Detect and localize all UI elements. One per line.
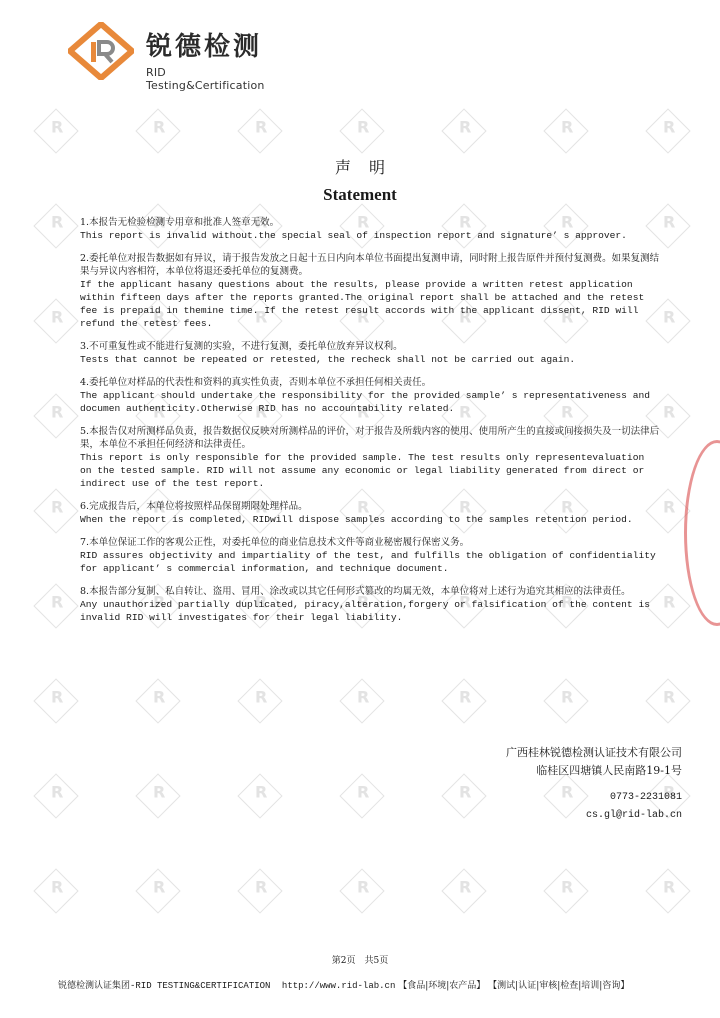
footer-group: 锐德检测认证集团-RID TESTING&CERTIFICATION — [58, 981, 271, 991]
statement-item-cn: 7.本单位保证工作的客观公正性，对委托单位的商业信息技术文件等商业秘密履行保密义务。 — [80, 537, 470, 548]
statement-item-en: Any unauthorized partially duplicated, piracy,alteration,forgery or falsification of the content is invalid RID will investigates for their legal liability. — [80, 599, 650, 623]
company-info — [506, 744, 682, 780]
statement-item-8 — [80, 585, 660, 624]
company-name: 广西桂林锐德检测认证技术有限公司 — [506, 746, 682, 759]
statement-title-cn: 声明 — [334, 158, 403, 177]
brand-name-en: RID Testing&Certification — [146, 66, 265, 92]
watermark-icon — [441, 678, 486, 723]
watermark-icon — [33, 583, 78, 628]
watermark-icon — [441, 773, 486, 818]
rid-diamond-logo-icon — [68, 22, 134, 80]
statement-item-cn: 2.委托单位对报告数据如有异议，请于报告发放之日起十五日内向本单位书面提出复测申请，同时附上报告原件并预付复测费。如果复测结果与异议内容相符，本单位将退还委托单位的复测费。 — [80, 253, 660, 277]
official-seal-stamp — [684, 440, 720, 626]
statement-item-3 — [80, 340, 660, 366]
watermark-icon — [645, 868, 690, 913]
statement-item-cn: 8.本报告部分复制、私自转让、盗用、冒用、涂改或以其它任何形式篡改的均属无效，本单位将对上述行为追究其相应的法律责任。 — [80, 586, 631, 597]
footer-services: 【测试|认证|审核|检查|培训|咨询】 — [488, 981, 630, 991]
watermark-icon — [339, 868, 384, 913]
watermark-icon — [33, 298, 78, 343]
watermark-icon — [237, 678, 282, 723]
statement-item-en: RID assures objectivity and impartiality of the test, and fulfills the obligation of confidentiality for applicant’ s commercial information, and technique document. — [80, 550, 656, 574]
company-logo — [68, 22, 288, 92]
statement-item-cn: 6.完成报告后，本单位将按照样品保留期限处理样品。 — [80, 501, 308, 512]
statement-title-en: Statement — [323, 185, 397, 204]
watermark-icon — [33, 678, 78, 723]
watermark-icon — [135, 108, 180, 153]
watermark-icon — [339, 108, 384, 153]
page-footer — [58, 978, 678, 991]
statement-item-en: If the applicant hasany questions about the results, please provide a written retest application within fifteen days after the reports granted.The original report shall be attached and the retest fee is prepaid in themine time. If the retest result accords with the applicant dissent, RID will refund the retest fees. — [80, 279, 645, 329]
watermark-icon — [33, 393, 78, 438]
statement-item-cn: 5.本报告仅对所测样品负责，报告数据仅反映对所测样品的评价，对于报告及所载内容的使用、使用所产生的直接或间接损失及一切法律后果，本单位不承担任何经济和法律责任。 — [80, 426, 660, 450]
watermark-icon — [645, 678, 690, 723]
watermark-icon — [135, 868, 180, 913]
brand-name-cn: 锐德检测 — [146, 32, 263, 62]
watermark-icon — [33, 773, 78, 818]
watermark-icon — [543, 678, 588, 723]
watermark-icon — [441, 108, 486, 153]
statement-item-en: This report is only responsible for the provided sample. The test results only representevaluation on the tested sample. RID will not assume any economic or legal liability generated from direct or indirect use of the test report. — [80, 452, 645, 489]
statement-item-4 — [80, 376, 660, 415]
statement-item-en: Tests that cannot be repeated or retested, the recheck shall not be carried out again. — [80, 354, 576, 365]
page-number: 第2页 共5页 — [331, 956, 389, 966]
statement-item-cn: 4.委托单位对样品的代表性和资料的真实性负责，否则本单位不承担任何相关责任。 — [80, 377, 432, 388]
watermark-icon — [543, 773, 588, 818]
footer-sectors: 【食品|环境|农产品】 — [398, 981, 486, 991]
statement-item-en: This report is invalid without.the special seal of inspection report and signature’ s approver. — [80, 230, 627, 241]
statement-item-en: When the report is completed, RIDwill dispose samples according to the samples retention period. — [80, 514, 633, 525]
company-phone: 0773-2231081 — [609, 792, 682, 803]
watermark-icon — [543, 868, 588, 913]
statement-item-cn: 1.本报告无检验检测专用章和批准人签章无效。 — [80, 217, 280, 228]
watermark-icon — [237, 773, 282, 818]
watermark-icon — [339, 678, 384, 723]
watermark-icon — [237, 868, 282, 913]
watermark-icon — [33, 108, 78, 153]
statement-item-5 — [80, 425, 660, 490]
statement-item-6 — [80, 500, 660, 526]
company-email: cs.gl@rid-lab.cn — [585, 810, 682, 821]
statement-list — [80, 216, 660, 634]
statement-item-2 — [80, 252, 660, 330]
watermark-icon — [33, 488, 78, 533]
statement-item-cn: 3.不可重复性或不能进行复测的实验，不进行复测，委托单位放弃异议权利。 — [80, 341, 403, 352]
watermark-icon — [543, 108, 588, 153]
watermark-icon — [441, 868, 486, 913]
watermark-icon — [33, 868, 78, 913]
company-address: 临桂区四塘镇人民南路19-1号 — [536, 764, 682, 777]
company-contact — [586, 789, 682, 825]
watermark-icon — [645, 108, 690, 153]
statement-item-en: The applicant should undertake the responsibility for the provided sample’ s representativeness and documen authenticity.Otherwise RID has no accountability related. — [80, 390, 650, 414]
statement-item-7 — [80, 536, 660, 575]
watermark-icon — [237, 108, 282, 153]
footer-url[interactable]: http://www.rid-lab.cn — [281, 981, 396, 991]
watermark-icon — [135, 678, 180, 723]
watermark-icon — [339, 773, 384, 818]
statement-item-1 — [80, 216, 660, 242]
watermark-icon — [135, 773, 180, 818]
watermark-icon — [33, 203, 78, 248]
